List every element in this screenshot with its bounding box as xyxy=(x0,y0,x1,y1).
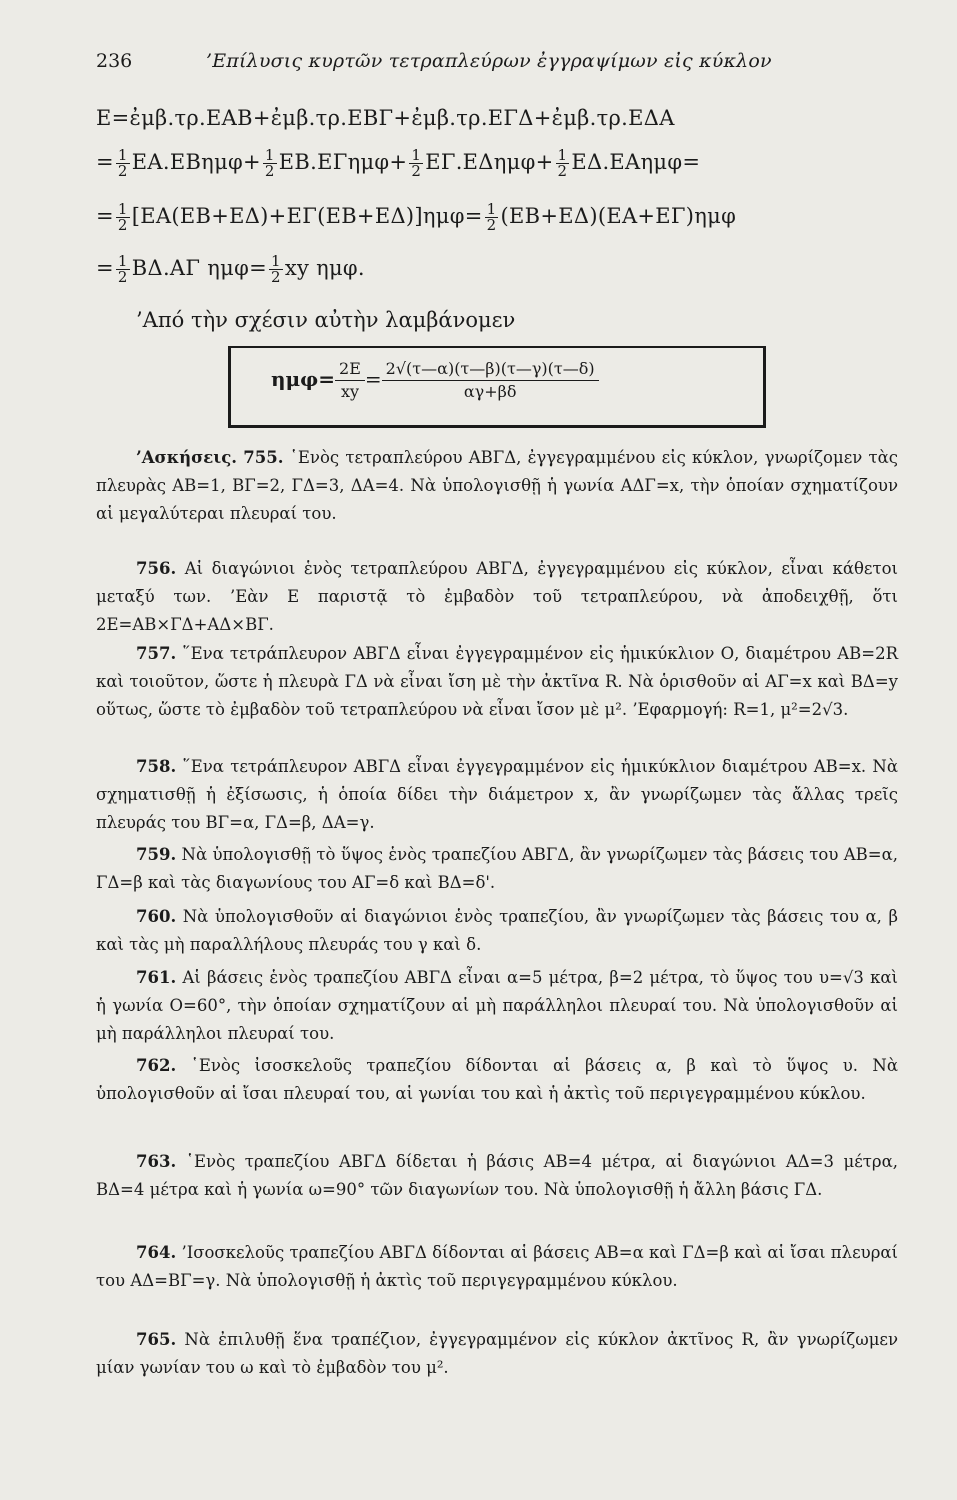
exercise-text: Νὰ ὑπολογισθῇ τὸ ὕψος ἑνὸς τραπεζίου ΑΒΓΔ, ἂν γνωρίζωμεν τὰς βάσεις του ΑΒ=α, ΓΔ=β καὶ τὰς διαγωνίους του ΑΓ=δ καὶ ΒΔ=δ'. xyxy=(96,845,898,892)
derivation-line-4 xyxy=(96,254,365,285)
term: xy ημφ. xyxy=(284,256,365,280)
fraction-denominator: 2 xyxy=(411,162,422,180)
term: [ΕΑ(ΕΒ+ΕΔ)+ΕΓ(ΕΒ+ΕΔ)]ημφ= xyxy=(131,204,483,228)
exercise-number: 756. xyxy=(136,559,177,578)
exercise-text: Νὰ ὑπολογισθοῦν αἱ διαγώνιοι ἑνὸς τραπεζίου, ἂν γνωρίζωμεν τὰς βάσεις του α, β καὶ τὰς μὴ παραλλήλους πλευράς του γ καὶ δ. xyxy=(96,907,898,954)
exercise-number: 755. xyxy=(243,448,284,467)
term: (ΕΒ+ΕΔ)(ΕΑ+ΕΓ)ημφ xyxy=(500,204,737,228)
fraction-numerator: 1 xyxy=(117,252,128,270)
term: ΒΔ.ΑΓ ημφ= xyxy=(131,256,267,280)
formula-fraction-2 xyxy=(382,358,599,403)
fraction-numerator: 1 xyxy=(117,146,128,164)
fraction-denominator: 2 xyxy=(117,216,128,234)
fraction-half xyxy=(409,148,423,179)
exercise-number: 758. xyxy=(136,757,177,776)
fraction-denominator: 2 xyxy=(264,162,275,180)
formula-denominator: xy xyxy=(340,382,359,401)
exercise-text: ῾Ενὸς τραπεζίου ΑΒΓΔ δίδεται ἡ βάσις ΑΒ=4 μέτρα, αἱ διαγώνιοι ΑΔ=3 μέτρα, ΒΔ=4 μέτρα καὶ ἡ γωνία ω=90° τῶν διαγωνίων του. Νὰ ὑπολογισθῇ ἡ ἄλλη βάσις ΓΔ. xyxy=(96,1152,898,1199)
eq-sign: = xyxy=(96,150,114,174)
fraction-numerator: 1 xyxy=(486,200,497,218)
derivation-line-3 xyxy=(96,202,736,233)
exercise-number: 760. xyxy=(136,907,177,926)
derivation-line-1: Ε=ἐμβ.τρ.ΕΑΒ+ἐμβ.τρ.ΕΒΓ+ἐμβ.τρ.ΕΓΔ+ἐμβ.τρ.ΕΔΑ xyxy=(96,106,675,130)
exercise-text: Αἱ διαγώνιοι ἑνὸς τετραπλεύρου ΑΒΓΔ, ἐγγεγραμμένου εἰς κύκλον, εἶναι κάθετοι μεταξύ των. ’Εὰν Ε παριστᾷ τὸ ἐμβαδὸν τοῦ τετραπλεύρου, νὰ ἀποδειχθῇ, ὅτι 2Ε=ΑΒ×ΓΔ+ΑΔ×ΒΓ. xyxy=(96,559,898,634)
formula-numerator: 2√(τ—α)(τ—β)(τ—γ)(τ—δ) xyxy=(382,358,599,381)
fraction-numerator: 1 xyxy=(270,252,281,270)
exercise-762 xyxy=(96,1052,898,1108)
fraction-half xyxy=(269,254,283,285)
formula-denominator: αγ+βδ xyxy=(463,382,517,401)
fraction-numerator: 1 xyxy=(411,146,422,164)
exercise-text: Αἱ βάσεις ἑνὸς τραπεζίου ΑΒΓΔ εἶναι α=5 μέτρα, β=2 μέτρα, τὸ ὕψος του υ=√3 καὶ ἡ γωνία Ο=60°, τὴν ὁποίαν σχηματίζουν αἱ μὴ παράλληλοι πλευραί του. Νὰ ὑπολογισθοῦν αἱ μὴ παράλληλοι πλευραί του. xyxy=(96,968,898,1043)
exercise-number: 757. xyxy=(136,644,177,663)
exercise-number: 764. xyxy=(136,1243,177,1262)
exercise-763 xyxy=(96,1148,898,1204)
formula-fraction-1 xyxy=(335,358,365,403)
exercise-755 xyxy=(96,444,898,527)
exercise-number: 759. xyxy=(136,845,177,864)
exercise-text: ῾Ενὸς τετραπλεύρου ΑΒΓΔ, ἐγγεγραμμένου εἰς κύκλον, γνωρίζομεν τὰς πλευρὰς ΑΒ=1, ΒΓ=2, ΓΔ=3, ΔΑ=4. Νὰ ὑπολογισθῇ ἡ γωνία ΑΔΓ=x, τὴν ὁποίαν σχηματίζουν αἱ μεγαλύτεραι πλευραί του. xyxy=(96,448,898,523)
exercise-757 xyxy=(96,640,898,723)
eq-sign: = xyxy=(96,204,114,228)
exercise-text: ῾Ενὸς ἰσοσκελοῦς τραπεζίου δίδονται αἱ βάσεις α, β καὶ τὸ ὕψος υ. Νὰ ὑπολογισθοῦν αἱ ἴσαι πλευραί του, αἱ γωνίαι του καὶ ἡ ἀκτὶς τοῦ περιγεγραμμένου κύκλου. xyxy=(96,1056,898,1103)
exercise-number: 763. xyxy=(136,1152,177,1171)
exercise-text: ’Ισοσκελοῦς τραπεζίου ΑΒΓΔ δίδονται αἱ βάσεις ΑΒ=α καὶ ΓΔ=β καὶ αἱ ἴσαι πλευραί του ΑΔ=ΒΓ=γ. Νὰ ὑπολογισθῇ ἡ ἀκτὶς τοῦ περιγεγραμμένου κύκλου. xyxy=(96,1243,899,1290)
term: ΕΒ.ΕΓημφ+ xyxy=(278,150,408,174)
fraction-denominator: 2 xyxy=(117,162,128,180)
eq-sign: = xyxy=(96,256,114,280)
fraction-numerator: 1 xyxy=(264,146,275,164)
fraction-numerator: 1 xyxy=(557,146,568,164)
boxed-formula xyxy=(228,346,766,428)
derivation-line-2 xyxy=(96,148,700,179)
exercise-text: Νὰ ἐπιλυθῇ ἕνα τραπέζιον, ἐγγεγραμμένον εἰς κύκλον ἀκτῖνος R, ἂν γνωρίζωμεν μίαν γωνίαν του ω καὶ τὸ ἐμβαδὸν του μ². xyxy=(96,1330,898,1377)
formula-lhs: ημφ= xyxy=(271,367,336,391)
exercise-764 xyxy=(96,1239,898,1295)
exercise-760 xyxy=(96,903,898,959)
page-number: 236 xyxy=(96,50,133,72)
fraction-denominator: 2 xyxy=(557,162,568,180)
term: ΕΔ.ΕΑημφ= xyxy=(571,150,701,174)
term: ΕΑ.ΕΒημφ+ xyxy=(131,150,261,174)
intro-sentence: ’Από τὴν σχέσιν αὐτὴν λαμβάνομεν xyxy=(136,308,516,332)
running-title: ’Επίλυσις κυρτῶν τετραπλεύρων ἐγγραψίμων εἰς κύκλον xyxy=(206,50,772,72)
fraction-denominator: 2 xyxy=(117,268,128,286)
exercise-758 xyxy=(96,753,898,836)
exercise-number: 761. xyxy=(136,968,177,987)
page-header xyxy=(96,50,866,80)
exercise-761 xyxy=(96,964,898,1047)
exercise-number: 765. xyxy=(136,1330,177,1349)
fraction-half xyxy=(485,202,499,233)
fraction-half xyxy=(116,148,130,179)
exercise-text: ῞Ενα τετράπλευρον ΑΒΓΔ εἶναι ἐγγεγραμμένον εἰς ἡμικύκλιον διαμέτρου ΑΒ=x. Νὰ σχηματισθῇ ἡ ἐξίσωσις, ἡ ὁποία δίδει τὴν διάμετρον x, ἂν γνωρίζωμεν τὰς ἄλλας τρεῖς πλευράς του ΒΓ=α, ΓΔ=β, ΔΑ=γ. xyxy=(96,757,898,832)
fraction-half xyxy=(263,148,277,179)
fraction-denominator: 2 xyxy=(486,216,497,234)
fraction-denominator: 2 xyxy=(270,268,281,286)
formula-equals: = xyxy=(364,367,382,391)
exercise-number: 762. xyxy=(136,1056,177,1075)
exercise-759 xyxy=(96,841,898,897)
exercise-text: ῞Ενα τετράπλευρον ΑΒΓΔ εἶναι ἐγγεγραμμένον εἰς ἡμικύκλιον Ο, διαμέτρου ΑΒ=2R καὶ τοιοῦτον, ὥστε ἡ πλευρὰ ΓΔ νὰ εἶναι ἴση μὲ τὴν ἀκτῖνα R. Νὰ ὁρισθοῦν αἱ ΑΓ=x καὶ ΒΔ=y οὕτως, ὥστε τὸ ἐμβαδὸν τοῦ τετραπλεύρου νὰ εἶναι ἴσον μὲ μ². ’Εφαρμογή: R=1, μ²=2√3. xyxy=(96,644,898,719)
term: ΕΓ.ΕΔημφ+ xyxy=(425,150,554,174)
exercise-765 xyxy=(96,1326,898,1382)
fraction-numerator: 1 xyxy=(117,200,128,218)
fraction-half xyxy=(556,148,570,179)
formula-numerator: 2Ε xyxy=(335,358,365,381)
formula-content xyxy=(271,358,599,403)
exercise-756 xyxy=(96,555,898,638)
fraction-half xyxy=(116,202,130,233)
exercises-heading: ’Ασκήσεις. xyxy=(136,448,238,467)
fraction-half xyxy=(116,254,130,285)
